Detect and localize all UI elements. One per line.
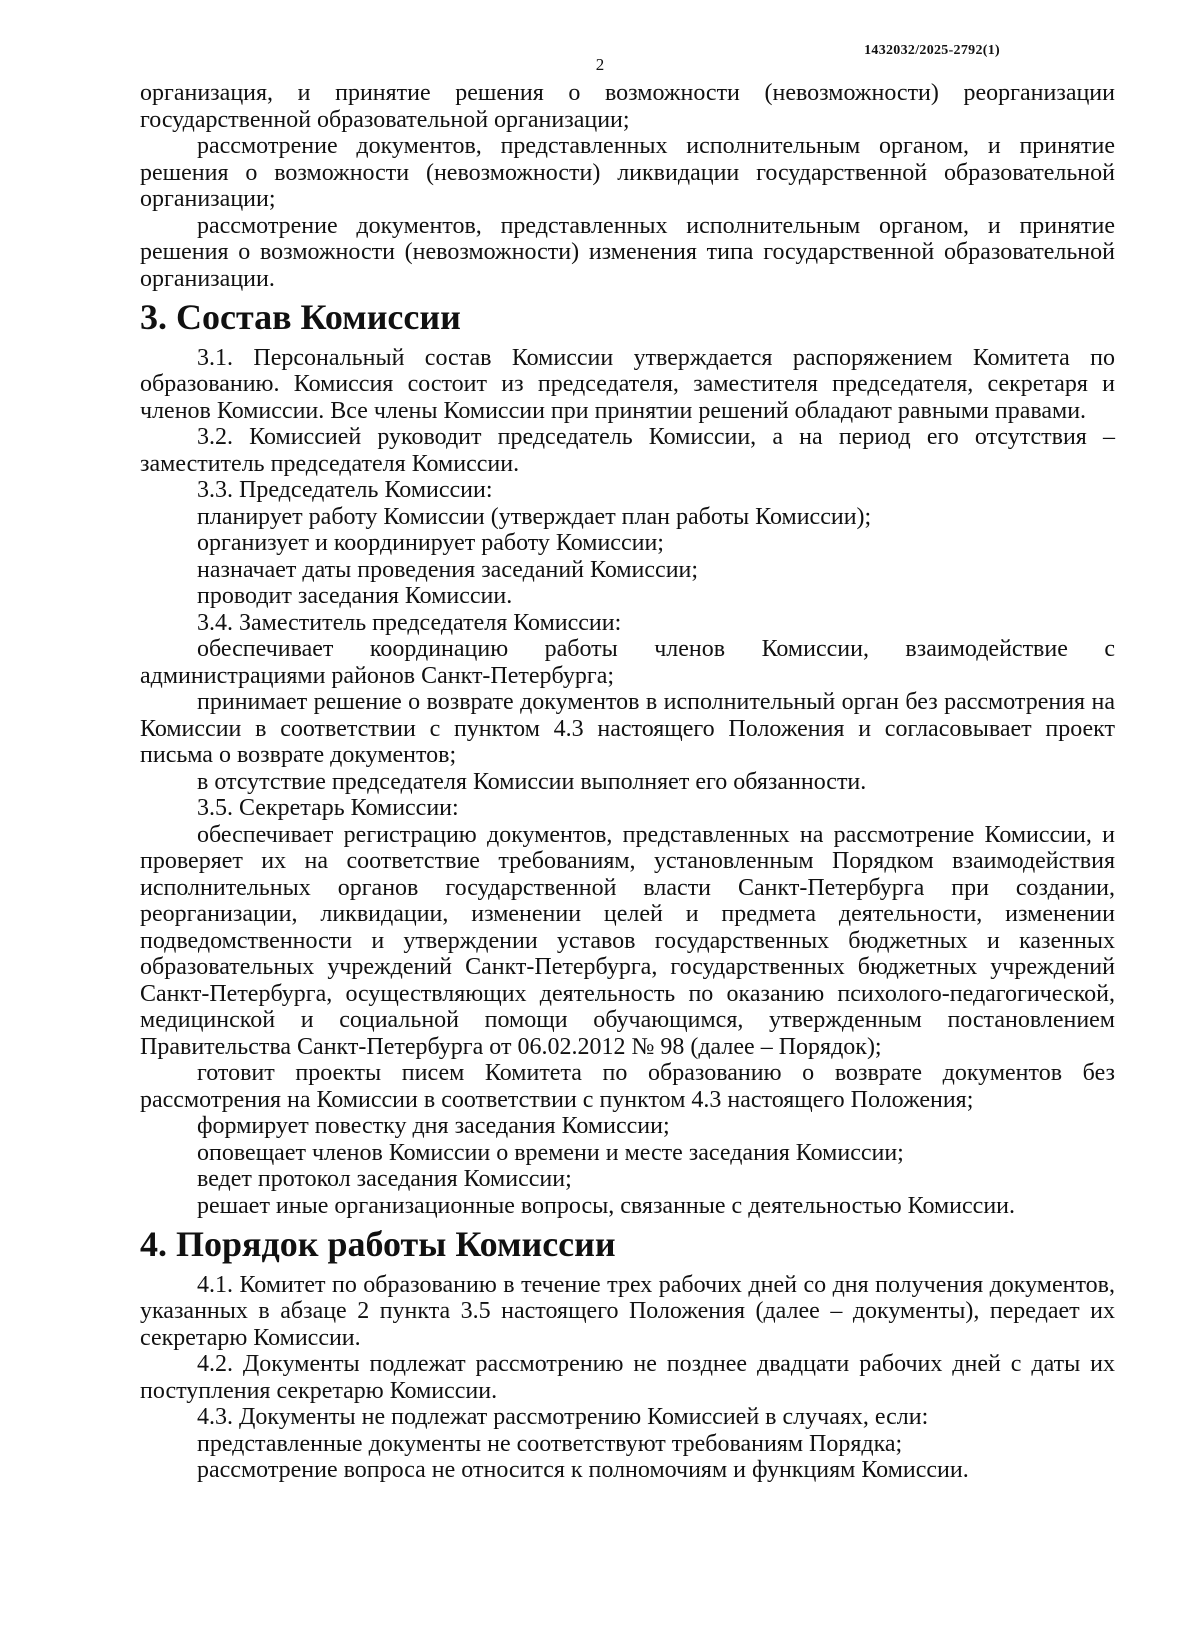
list-item: назначает даты проведения заседаний Комиссии; [197,556,699,583]
paragraph: 4.2. Документы подлежат рассмотрению не позднее двадцати рабочих дней с даты их поступления секретарю Комиссии. [140,1351,1115,1404]
paragraph: рассмотрение документов, представленных исполнительным органом, и принятие решения о возможности (невозможности) изменения типа государственной образовательной организации. [140,212,1115,292]
list-item: обеспечивает регистрацию документов, представленных на рассмотрение Комиссии, и проверяет их на соответствие требованиям, установленным Порядком взаимодействия исполнительных органов государственной власти Санкт-Петербурга при создании, реорганизации, ликвидации, изменении целей и предмета деятельности, изменении подведомственности и утверждении уставов государственных бюджетных и казенных образовательных учреждений Санкт-Петербурга, государственных бюджетных учреждений Санкт-Петербурга, осуществляющих деятельность по оказанию психолого-педагогической, медицинской и социальной помощи обучающимся, утвержденным постановлением Правительства Санкт-Петербурга от 06.02.2012 № 98 (далее – Порядок); [140,821,1115,1060]
paragraph: 3.3. Председатель Комиссии: [197,477,493,503]
list-item: решает иные организационные вопросы, связанные с деятельностью Комиссии. [197,1192,1016,1219]
list-item: в отсутствие председателя Комиссии выполняет его обязанности. [197,768,867,795]
paragraph: организация, и принятие решения о возможности (невозможности) реорганизации государственной образовательной организации; [140,80,1115,133]
list-item: готовит проекты писем Комитета по образованию о возврате документов без рассмотрения на Комиссии в соответствии с пунктом 4.3 настоящего Положения; [140,1060,1115,1113]
list-item: организует и координирует работу Комиссии; [197,530,664,556]
document-number: 1432032/2025-2792(1) [864,43,1000,58]
list-item: планирует работу Комиссии (утверждает план работы Комиссии); [197,503,872,530]
paragraph: 3.1. Персональный состав Комиссии утверждается распоряжением Комитета по образованию. Комиссия состоит из председателя, заместителя председателя, секретаря и членов Комиссии. Все члены Комиссии при принятии решений обладают равными правами. [140,344,1115,424]
document-body [140,80,1115,1484]
section-heading: 4. Порядок работы Комиссии [140,1224,616,1264]
paragraph: 3.4. Заместитель председателя Комиссии: [197,609,622,636]
paragraph: 3.5. Секретарь Комиссии: [197,795,459,821]
list-item: проводит заседания Комиссии. [197,583,513,609]
list-item: принимает решение о возврате документов в исполнительный орган без рассмотрения на Комиссии в соответствии с пунктом 4.3 настоящего Положения и согласовывает проект письма о возврате документов; [140,689,1115,768]
paragraph: 4.3. Документы не подлежат рассмотрению Комиссией в случаях, если: [197,1404,929,1430]
list-item: формирует повестку дня заседания Комиссии; [197,1113,670,1139]
list-item: оповещает членов Комиссии о времени и месте заседания Комиссии; [197,1139,904,1166]
list-item: рассмотрение вопроса не относится к полномочиям и функциям Комиссии. [197,1457,969,1483]
list-item: представленные документы не соответствуют требованиям Порядка; [197,1430,903,1457]
paragraph: 4.1. Комитет по образованию в течение трех рабочих дней со дня получения документов, указанных в абзаце 2 пункта 3.5 настоящего Положения (далее – документы), передает их секретарю Комиссии. [140,1271,1115,1351]
paragraph: рассмотрение документов, представленных исполнительным органом, и принятие решения о возможности (невозможности) ликвидации государственной образовательной организации; [140,133,1115,212]
list-item: обеспечивает координацию работы членов Комиссии, взаимодействие с администрациями районов Санкт-Петербурга; [140,636,1115,689]
section-heading: 3. Состав Комиссии [140,297,461,337]
list-item: ведет протокол заседания Комиссии; [197,1166,572,1192]
page-number: 2 [595,55,605,74]
paragraph: 3.2. Комиссией руководит председатель Комиссии, а на период его отсутствия – заместитель председателя Комиссии. [140,424,1115,477]
